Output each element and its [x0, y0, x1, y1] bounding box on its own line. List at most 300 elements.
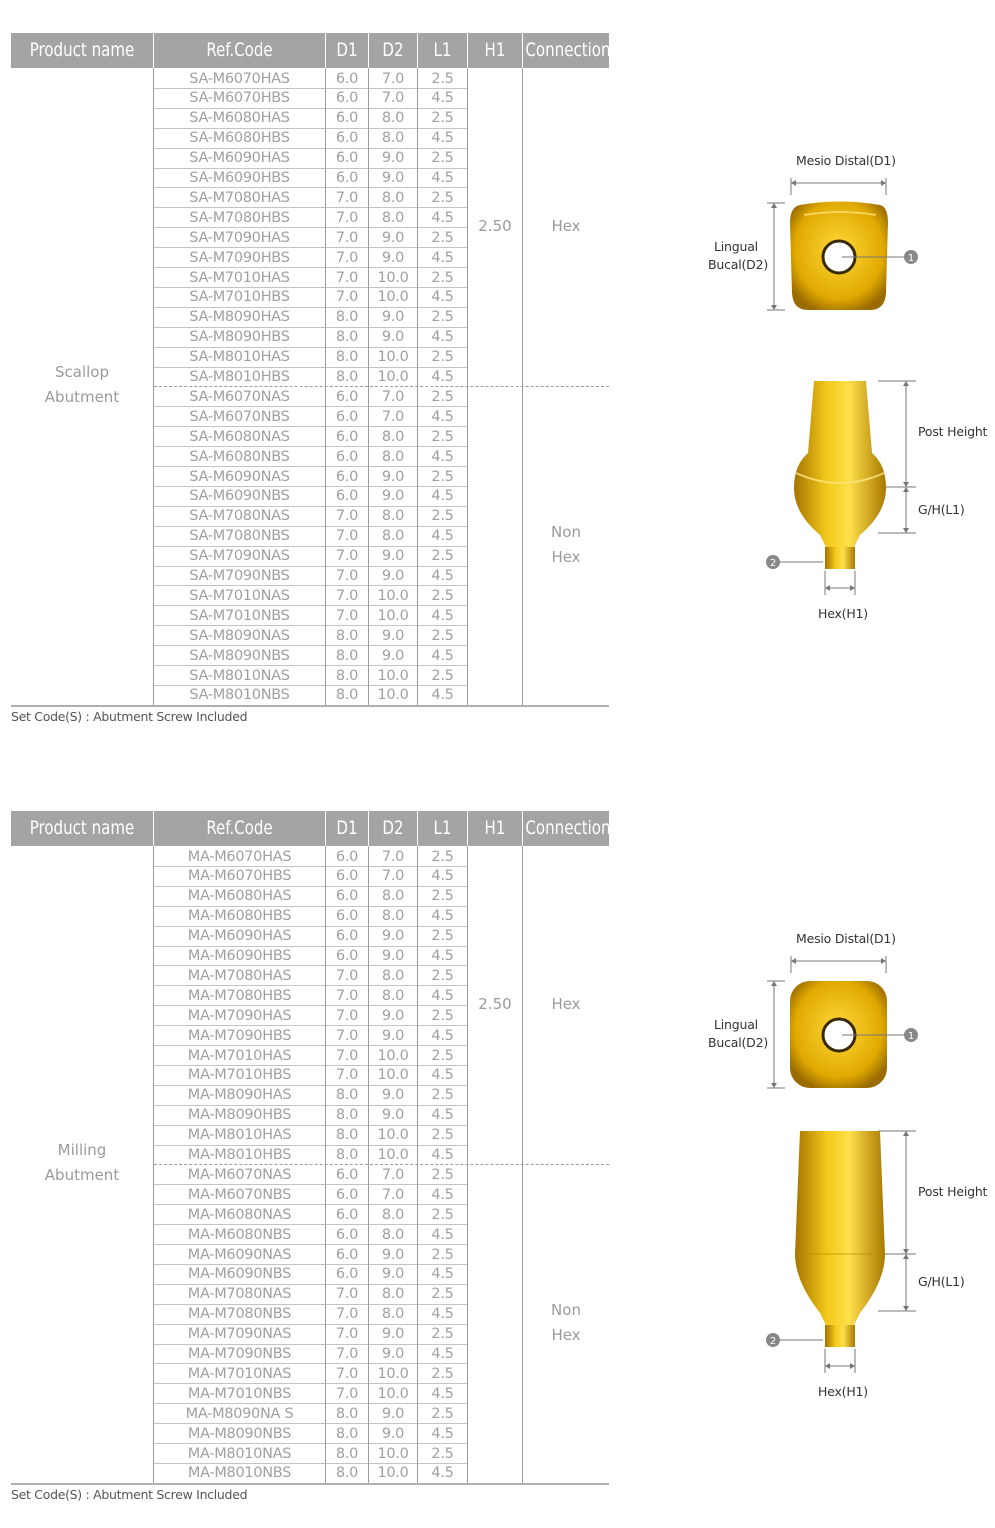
l1-cell: 4.5	[431, 908, 454, 925]
ref-code-cell: MA-M6070HBS	[187, 868, 292, 885]
connection-hex-cell: Hex	[551, 217, 581, 235]
abutment-side-view	[795, 1131, 885, 1325]
l1-cell: 2.5	[431, 1206, 454, 1223]
ref-code-cell: SA-M6090HBS	[189, 170, 290, 186]
post-height-label: Post Height	[918, 424, 988, 439]
d1-cell: 7.0	[335, 1365, 359, 1382]
ref-code-cell: MA-M7010HAS	[187, 1047, 292, 1064]
l1-cell: 2.5	[431, 189, 454, 206]
d1-cell: 6.0	[335, 468, 359, 485]
d1-cell: 6.0	[335, 130, 359, 147]
ref-code-cell: MA-M6070NBS	[187, 1186, 292, 1203]
table-header	[11, 811, 609, 846]
d2-cell: 9.0	[381, 627, 405, 644]
ref-code-cell: SA-M8010HBS	[189, 369, 290, 385]
d1-cell: 7.0	[335, 568, 359, 584]
l1-cell: 2.5	[431, 888, 454, 905]
d2-cell: 7.0	[381, 408, 405, 425]
row-divider	[154, 1324, 467, 1325]
d2-cell: 8.0	[381, 508, 405, 525]
row-divider	[154, 88, 467, 89]
d1-cell: 8.0	[335, 627, 359, 644]
d2-cell: 9.0	[381, 1266, 405, 1283]
row-divider	[154, 1045, 467, 1046]
d1-cell: 7.0	[335, 249, 359, 266]
row-divider	[154, 625, 467, 626]
gh-label: G/H(L1)	[918, 502, 965, 517]
d2-cell: 8.0	[381, 110, 405, 127]
header-ref-code: Ref.Code	[206, 39, 273, 61]
row-divider	[154, 985, 467, 986]
ref-code-cell: MA-M7080NAS	[187, 1286, 292, 1303]
l1-cell: 2.5	[431, 967, 454, 984]
l1-cell: 4.5	[431, 488, 454, 505]
row-divider	[154, 526, 467, 527]
d2-cell: 10.0	[377, 289, 409, 306]
row-divider	[154, 1145, 467, 1146]
row-divider	[154, 406, 467, 407]
l1-cell: 2.5	[431, 468, 454, 485]
d1-cell: 8.0	[335, 1425, 359, 1442]
ref-code-cell: MA-M6090HBS	[187, 948, 292, 964]
d1-cell: 7.0	[335, 967, 359, 984]
d2-cell: 9.0	[381, 1007, 405, 1024]
h1-value-cell: 2.50	[478, 995, 512, 1013]
d2-cell: 9.0	[381, 249, 405, 266]
d2-cell: 8.0	[381, 428, 405, 445]
row-divider	[154, 1344, 467, 1345]
d1-cell: 6.0	[335, 388, 359, 405]
d1-cell: 7.0	[335, 1067, 359, 1084]
ref-code-cell: SA-M7010HBS	[189, 289, 290, 306]
row-divider	[154, 207, 467, 208]
header-product-name: Product name	[29, 39, 135, 61]
d2-cell: 8.0	[381, 908, 405, 925]
row-divider	[154, 1304, 467, 1305]
ref-code-cell: SA-M6080HBS	[189, 130, 290, 147]
l1-cell: 2.5	[431, 1445, 454, 1462]
header-product-name: Product name	[29, 817, 135, 839]
d1-cell: 7.0	[335, 229, 359, 246]
l1-cell: 4.5	[431, 1346, 454, 1362]
row-divider	[154, 866, 467, 867]
d2-cell: 10.0	[377, 1067, 409, 1084]
l1-cell: 4.5	[431, 687, 454, 704]
svg-text:1: 1	[907, 1031, 915, 1042]
d2-cell: 10.0	[377, 1465, 409, 1482]
ref-code-cell: MA-M6090NBS	[187, 1266, 292, 1283]
d1-cell: 6.0	[335, 428, 359, 445]
l1-cell: 4.5	[431, 1147, 454, 1163]
d2-cell: 10.0	[377, 1445, 409, 1462]
ref-code-cell: MA-M8010HAS	[187, 1127, 292, 1144]
d2-cell: 9.0	[381, 468, 405, 485]
ref-code-cell: SA-M6090HAS	[189, 150, 290, 167]
row-divider	[154, 965, 467, 966]
ref-code-cell: SA-M7080HBS	[189, 209, 290, 226]
table-bottom-rule	[11, 705, 609, 707]
d1-cell: 8.0	[335, 349, 359, 366]
l1-cell: 4.5	[431, 369, 454, 385]
d1-cell: 7.0	[335, 1007, 359, 1024]
d1-cell: 6.0	[335, 1246, 359, 1263]
ref-code-cell: MA-M6080HBS	[187, 908, 292, 925]
ref-code-cell: MA-M8010HBS	[187, 1147, 292, 1163]
row-divider	[154, 926, 467, 927]
d1-cell: 6.0	[335, 908, 359, 925]
row-divider	[154, 287, 467, 288]
d2-cell: 8.0	[381, 130, 405, 147]
d1-cell: 6.0	[335, 170, 359, 186]
ref-code-cell: SA-M8090HAS	[189, 309, 290, 326]
d2-cell: 10.0	[377, 1385, 409, 1402]
ref-code-cell: SA-M8010HAS	[189, 349, 290, 366]
hex-connection	[825, 1325, 855, 1347]
row-divider	[154, 347, 467, 348]
row-divider	[154, 1125, 467, 1126]
row-divider	[154, 446, 467, 447]
ref-code-cell: MA-M7080NBS	[187, 1306, 292, 1323]
d1-cell: 8.0	[335, 369, 359, 385]
ref-code-cell: MA-M8090NA S	[185, 1405, 294, 1422]
l1-cell: 2.5	[431, 1127, 454, 1144]
d2-cell: 7.0	[381, 1166, 405, 1183]
d1-cell: 6.0	[335, 488, 359, 505]
header-d2: D2	[382, 817, 404, 839]
l1-cell: 2.5	[431, 928, 454, 945]
d1-cell: 7.0	[335, 289, 359, 306]
ref-code-cell: SA-M7090HBS	[189, 249, 290, 266]
hex-connection	[825, 547, 855, 569]
d1-cell: 8.0	[335, 1445, 359, 1462]
row-divider	[154, 247, 467, 248]
row-divider	[154, 1244, 467, 1245]
d1-cell: 7.0	[335, 209, 359, 226]
header-d1: D1	[336, 817, 358, 839]
ref-code-cell: MA-M7090HAS	[187, 1007, 292, 1024]
row-divider	[154, 148, 467, 149]
mesio-distal-label: Mesio Distal(D1)	[796, 931, 896, 946]
row-divider	[154, 506, 467, 507]
header-d1: D1	[336, 39, 358, 61]
d1-cell: 7.0	[335, 1027, 359, 1044]
row-divider	[154, 1264, 467, 1265]
d1-cell: 8.0	[335, 647, 359, 664]
row-divider	[154, 1184, 467, 1185]
d2-cell: 7.0	[381, 848, 405, 865]
ref-code-cell: SA-M6070NAS	[189, 388, 290, 405]
l1-cell: 2.5	[431, 1047, 454, 1064]
d1-cell: 8.0	[335, 1107, 359, 1124]
header-connection: Connection	[525, 817, 611, 839]
header-connection: Connection	[525, 39, 611, 61]
l1-cell: 2.5	[431, 150, 454, 167]
row-divider	[154, 168, 467, 169]
ref-code-cell: MA-M7010NAS	[187, 1365, 292, 1382]
l1-cell: 2.5	[431, 388, 454, 405]
bucal-label: Bucal(D2)	[708, 257, 769, 272]
ref-code-cell: SA-M6080HAS	[189, 110, 290, 127]
lingual-label: Lingual	[714, 239, 758, 254]
row-divider	[154, 665, 467, 666]
table-header	[11, 33, 609, 68]
scallop-abutment-illustration	[690, 143, 995, 623]
l1-cell: 2.5	[431, 667, 454, 684]
l1-cell: 4.5	[431, 987, 454, 1004]
row-divider	[154, 1005, 467, 1006]
l1-cell: 4.5	[431, 1107, 454, 1124]
d2-cell: 9.0	[381, 1346, 405, 1362]
row-divider	[154, 1204, 467, 1205]
d2-cell: 7.0	[381, 90, 405, 107]
l1-cell: 2.5	[431, 587, 454, 604]
d1-cell: 7.0	[335, 1346, 359, 1362]
l1-cell: 2.5	[431, 627, 454, 644]
ref-code-cell: SA-M8090NAS	[189, 627, 290, 644]
d2-cell: 9.0	[381, 488, 405, 505]
ref-code-cell: MA-M7090HBS	[187, 1027, 292, 1044]
d1-cell: 8.0	[335, 309, 359, 326]
d1-cell: 6.0	[335, 448, 359, 465]
ref-code-cell: MA-M6070HAS	[187, 848, 292, 865]
d2-cell: 9.0	[381, 948, 405, 964]
d2-cell: 9.0	[381, 928, 405, 945]
d2-cell: 8.0	[381, 528, 405, 545]
d2-cell: 10.0	[377, 1365, 409, 1382]
row-divider	[154, 307, 467, 308]
product-name-cell: Scallop Abutment	[44, 363, 120, 406]
row-divider	[154, 486, 467, 487]
row-divider	[154, 906, 467, 907]
d1-cell: 8.0	[335, 1127, 359, 1144]
d2-cell: 7.0	[381, 868, 405, 885]
d1-cell: 7.0	[335, 508, 359, 525]
l1-cell: 4.5	[431, 1027, 454, 1044]
d2-cell: 8.0	[381, 967, 405, 984]
d2-cell: 10.0	[377, 1127, 409, 1144]
l1-cell: 2.5	[431, 1365, 454, 1382]
ref-code-cell: MA-M7090NAS	[187, 1326, 292, 1343]
ref-code-cell: MA-M7080HBS	[187, 987, 292, 1004]
d2-cell: 10.0	[377, 1047, 409, 1064]
d2-cell: 10.0	[377, 349, 409, 366]
header-d2: D2	[382, 39, 404, 61]
d2-cell: 9.0	[381, 1246, 405, 1263]
row-divider	[154, 886, 467, 887]
d2-cell: 8.0	[381, 1286, 405, 1303]
d1-cell: 8.0	[335, 667, 359, 684]
row-divider	[154, 327, 467, 328]
ref-code-cell: SA-M7090HAS	[189, 229, 290, 246]
l1-cell: 4.5	[431, 408, 454, 425]
ref-code-cell: SA-M6070HBS	[189, 90, 290, 107]
ref-code-cell: SA-M6070NBS	[189, 408, 290, 425]
l1-cell: 4.5	[431, 948, 454, 964]
ref-code-cell: SA-M6080NAS	[189, 428, 290, 445]
hex-nonhex-divider	[154, 386, 609, 387]
d1-cell: 6.0	[335, 1166, 359, 1183]
l1-cell: 4.5	[431, 607, 454, 624]
d2-cell: 9.0	[381, 309, 405, 326]
l1-cell: 2.5	[431, 309, 454, 326]
h1-value-cell: 2.50	[478, 217, 512, 235]
ref-code-cell: SA-M6080NBS	[189, 448, 290, 465]
d1-cell: 8.0	[335, 329, 359, 346]
d2-cell: 9.0	[381, 647, 405, 664]
row-divider	[154, 1105, 467, 1106]
hex-nonhex-divider	[154, 1164, 609, 1165]
d1-cell: 6.0	[335, 150, 359, 167]
ref-code-cell: MA-M7090NBS	[187, 1346, 292, 1362]
d2-cell: 9.0	[381, 329, 405, 346]
milling-abutment-illustration	[690, 921, 995, 1401]
l1-cell: 2.5	[431, 428, 454, 445]
d1-cell: 6.0	[335, 848, 359, 865]
product-name-cell: Milling Abutment	[44, 1141, 120, 1184]
row-divider	[154, 1403, 467, 1404]
row-divider	[154, 1085, 467, 1086]
l1-cell: 2.5	[431, 269, 454, 286]
row-divider	[154, 585, 467, 586]
d1-cell: 8.0	[335, 1087, 359, 1104]
row-divider	[154, 1443, 467, 1444]
d2-cell: 8.0	[381, 209, 405, 226]
row-divider	[154, 1065, 467, 1066]
row-divider	[154, 1463, 467, 1464]
row-divider	[154, 227, 467, 228]
header-h1: H1	[484, 817, 506, 839]
d2-cell: 9.0	[381, 1107, 405, 1124]
l1-cell: 4.5	[431, 528, 454, 545]
ref-code-cell: MA-M8090HAS	[187, 1087, 292, 1104]
d2-cell: 9.0	[381, 548, 405, 565]
ref-code-cell: SA-M6070HAS	[189, 70, 290, 87]
l1-cell: 4.5	[431, 1266, 454, 1283]
row-divider	[154, 605, 467, 606]
l1-cell: 2.5	[431, 70, 454, 87]
l1-cell: 2.5	[431, 508, 454, 525]
ref-code-cell: SA-M6090NAS	[189, 468, 290, 485]
ref-code-cell: MA-M8010NBS	[187, 1465, 292, 1482]
row-divider	[154, 546, 467, 547]
d2-cell: 10.0	[377, 1147, 409, 1163]
d1-cell: 6.0	[335, 888, 359, 905]
d1-cell: 6.0	[335, 1186, 359, 1203]
l1-cell: 2.5	[431, 229, 454, 246]
d1-cell: 6.0	[335, 408, 359, 425]
row-divider	[154, 108, 467, 109]
l1-cell: 4.5	[431, 329, 454, 346]
d2-cell: 9.0	[381, 1087, 405, 1104]
d1-cell: 7.0	[335, 189, 359, 206]
l1-cell: 4.5	[431, 130, 454, 147]
d2-cell: 10.0	[377, 667, 409, 684]
d2-cell: 9.0	[381, 170, 405, 186]
d2-cell: 9.0	[381, 1425, 405, 1442]
d1-cell: 6.0	[335, 1266, 359, 1283]
d2-cell: 9.0	[381, 1027, 405, 1044]
row-divider	[154, 1284, 467, 1285]
row-divider	[154, 946, 467, 947]
l1-cell: 4.5	[431, 249, 454, 266]
ref-code-cell: SA-M8090HBS	[189, 329, 290, 346]
ref-code-cell: SA-M6090NBS	[189, 488, 290, 505]
d2-cell: 8.0	[381, 1226, 405, 1243]
svg-text:2: 2	[769, 1336, 777, 1347]
d2-cell: 10.0	[377, 607, 409, 624]
l1-cell: 2.5	[431, 1286, 454, 1303]
d1-cell: 8.0	[335, 1147, 359, 1163]
l1-cell: 4.5	[431, 1465, 454, 1482]
ref-code-cell: SA-M7080HAS	[189, 189, 290, 206]
d2-cell: 9.0	[381, 1326, 405, 1343]
scallop-diagram	[690, 143, 995, 627]
gh-label: G/H(L1)	[918, 1274, 965, 1289]
d1-cell: 6.0	[335, 110, 359, 127]
row-divider	[154, 426, 467, 427]
row-divider	[154, 367, 467, 368]
ref-code-cell: SA-M7080NAS	[189, 508, 290, 525]
d2-cell: 9.0	[381, 229, 405, 246]
header-ref-code: Ref.Code	[206, 817, 273, 839]
d2-cell: 10.0	[377, 587, 409, 604]
ref-code-cell: MA-M6090HAS	[187, 928, 292, 945]
connection-hex-cell: Hex	[551, 995, 581, 1013]
l1-cell: 2.5	[431, 1326, 454, 1343]
ref-code-cell: MA-M8090NBS	[187, 1425, 292, 1442]
l1-cell: 4.5	[431, 647, 454, 664]
header-l1: L1	[433, 39, 452, 61]
row-divider	[154, 1383, 467, 1384]
d1-cell: 7.0	[335, 548, 359, 565]
connection-nonhex-cell: Non Hex	[551, 1301, 581, 1344]
d1-cell: 7.0	[335, 987, 359, 1004]
d1-cell: 8.0	[335, 1465, 359, 1482]
ref-code-cell: SA-M7090NAS	[189, 548, 290, 565]
d2-cell: 10.0	[377, 687, 409, 704]
l1-cell: 2.5	[431, 1166, 454, 1183]
d2-cell: 8.0	[381, 987, 405, 1004]
l1-cell: 4.5	[431, 1067, 454, 1084]
d2-cell: 9.0	[381, 1405, 405, 1422]
d1-cell: 6.0	[335, 868, 359, 885]
ref-code-cell: MA-M8090HBS	[187, 1107, 292, 1124]
d2-cell: 10.0	[377, 369, 409, 385]
row-divider	[154, 1423, 467, 1424]
connection-nonhex-cell: Non Hex	[551, 523, 581, 566]
ref-code-cell: MA-M7010HBS	[187, 1067, 292, 1084]
l1-cell: 2.5	[431, 1246, 454, 1263]
row-divider	[154, 1025, 467, 1026]
svg-text:2: 2	[769, 558, 777, 569]
d2-cell: 7.0	[381, 388, 405, 405]
ref-code-cell: MA-M6080HAS	[187, 888, 292, 905]
bucal-label: Bucal(D2)	[708, 1035, 769, 1050]
ref-code-cell: SA-M7090NBS	[189, 568, 290, 584]
l1-cell: 2.5	[431, 1405, 454, 1422]
svg-text:1: 1	[907, 253, 915, 264]
l1-cell: 4.5	[431, 1226, 454, 1243]
l1-cell: 2.5	[431, 548, 454, 565]
l1-cell: 4.5	[431, 448, 454, 465]
d1-cell: 7.0	[335, 1306, 359, 1323]
row-divider	[154, 645, 467, 646]
ref-code-cell: SA-M7010NBS	[189, 607, 290, 624]
d1-cell: 6.0	[335, 1226, 359, 1243]
d1-cell: 7.0	[335, 607, 359, 624]
post-height-label: Post Height	[918, 1184, 988, 1199]
ref-code-cell: SA-M8010NAS	[189, 667, 290, 684]
